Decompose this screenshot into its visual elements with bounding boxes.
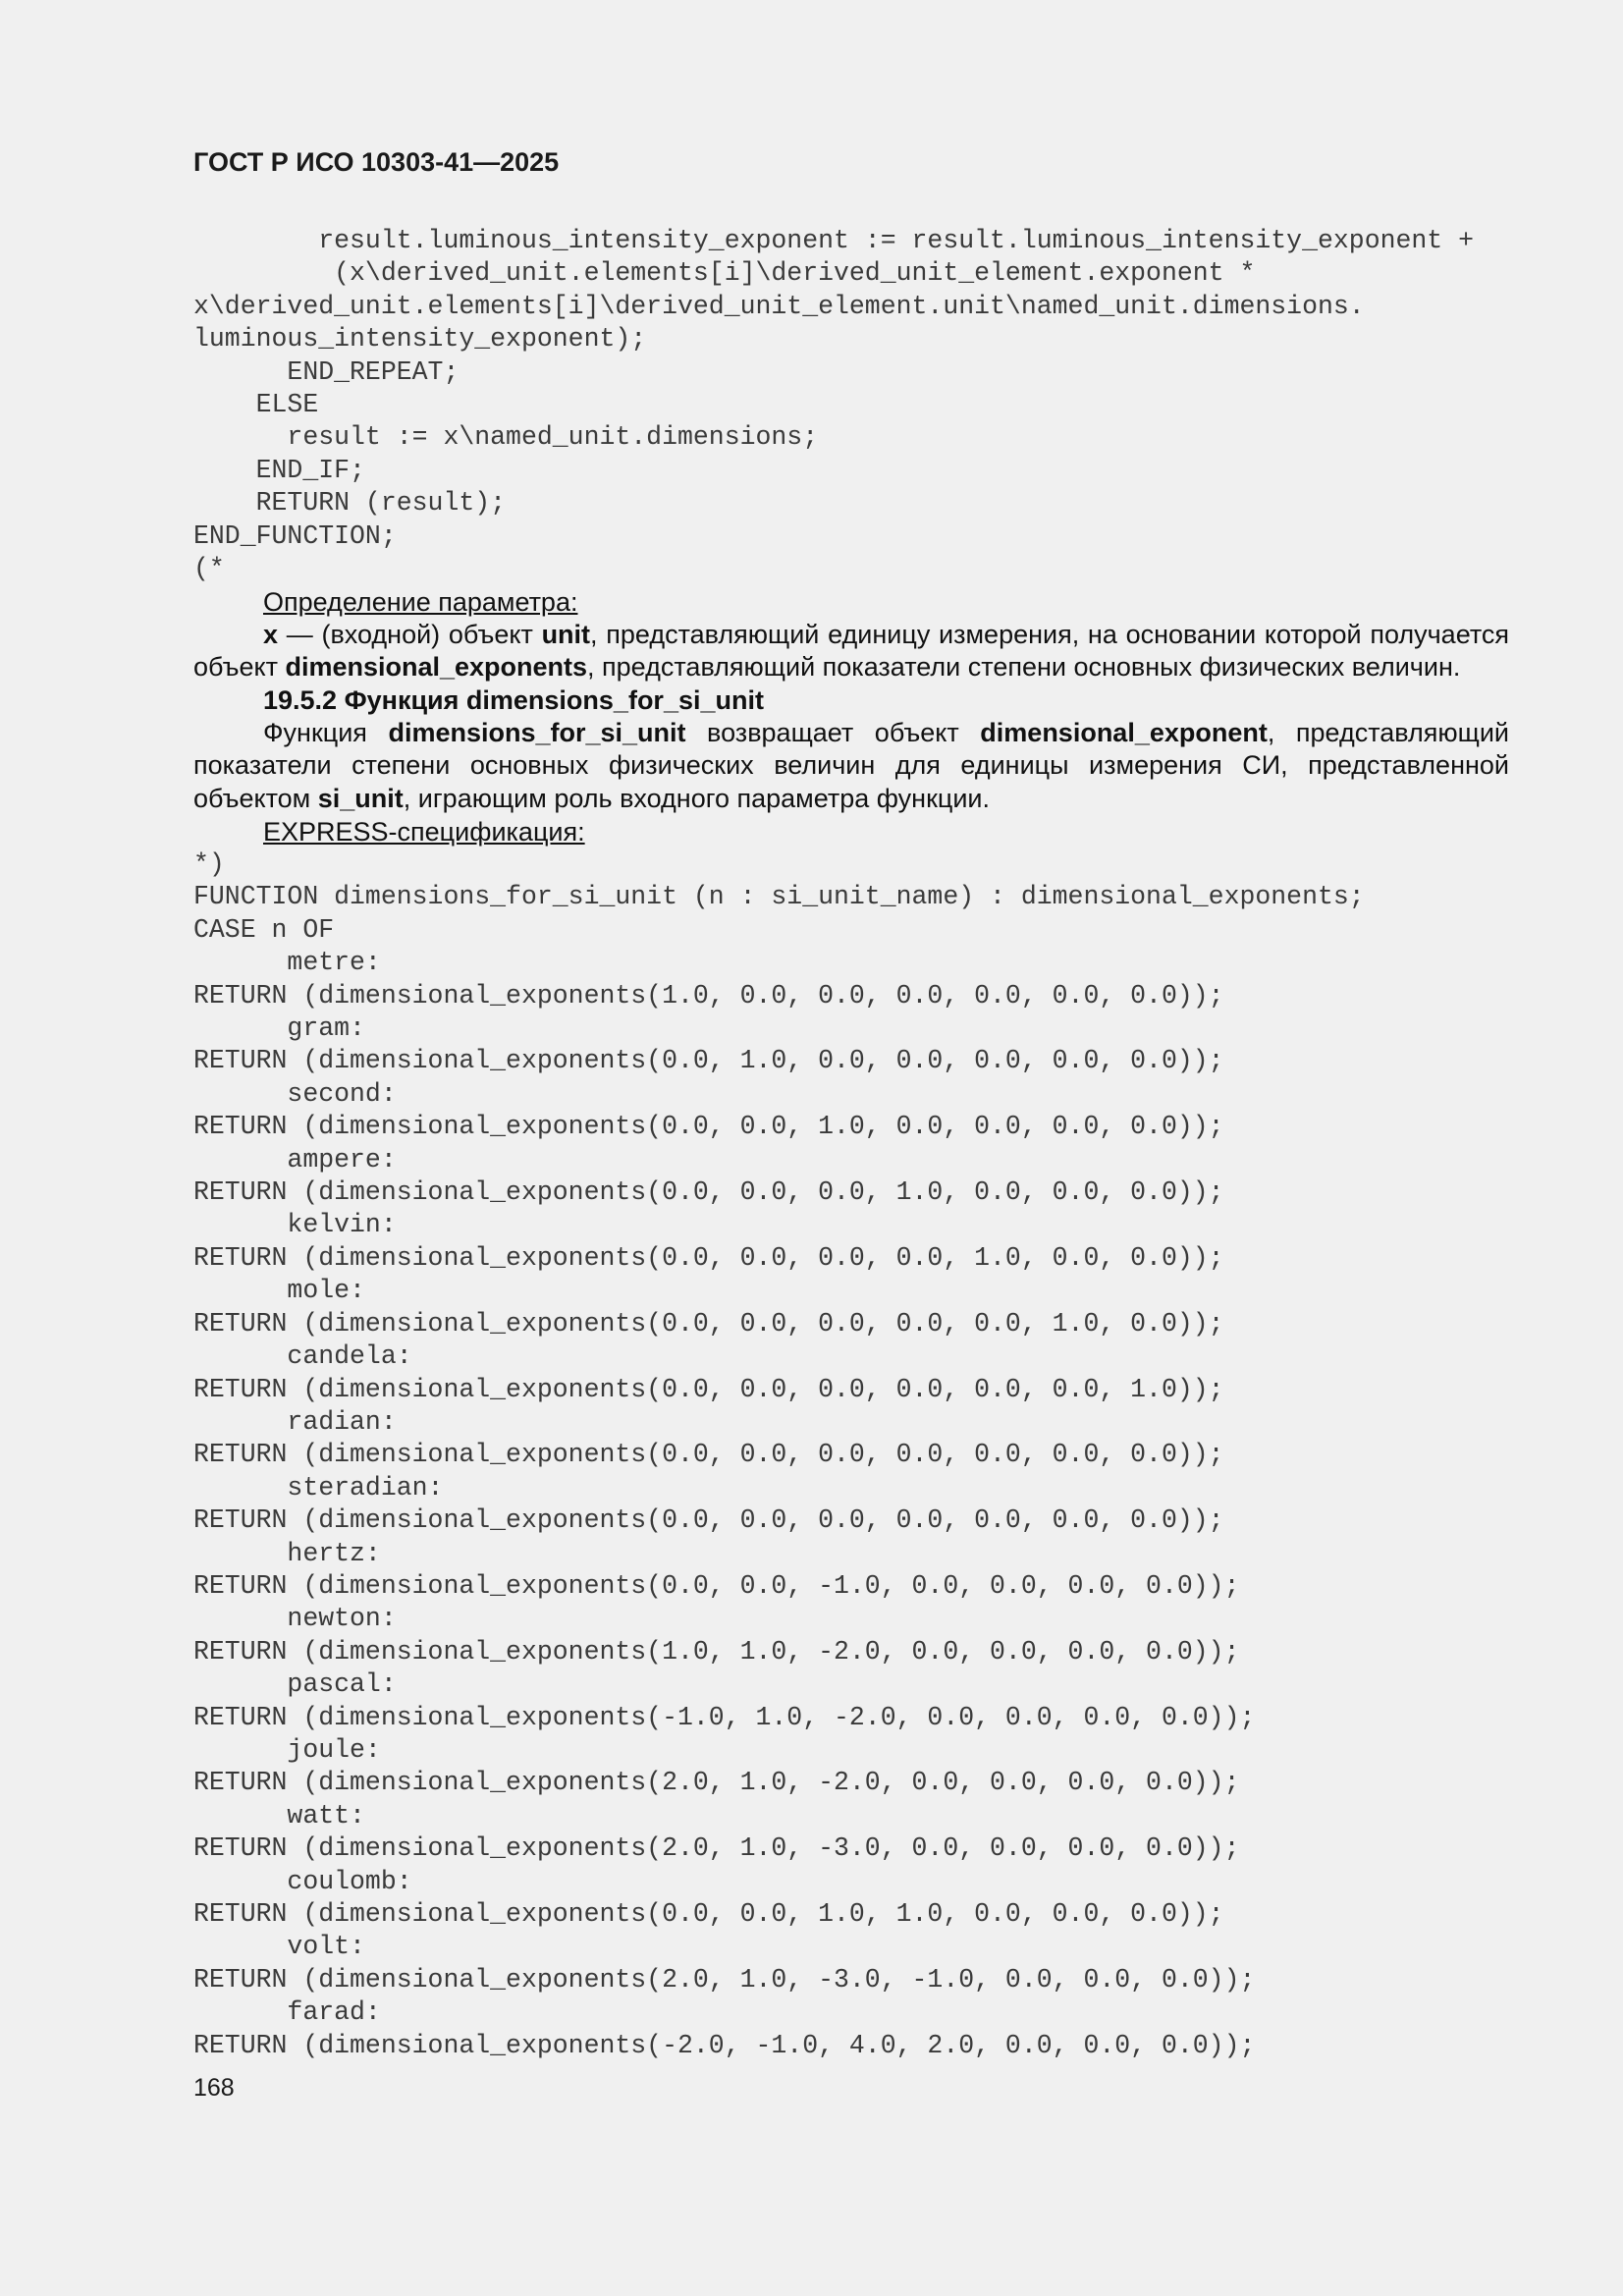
express-heading xyxy=(193,816,1509,848)
code-line: joule: xyxy=(193,1734,381,1765)
param-text-3: , представляющий показатели степени основных физических величин. xyxy=(587,652,1461,683)
code-line: newton: xyxy=(193,1604,397,1634)
code-line: x\derived_unit.elements[i]\derived_unit_element.unit\named_unit.dimensions. xyxy=(193,291,1365,321)
code-line: FUNCTION dimensions_for_si_unit (n : si_unit_name) : dimensional_exponents; xyxy=(193,882,1365,912)
code-line: pascal: xyxy=(193,1669,397,1700)
term-dimensional-exponent: dimensional_exponent xyxy=(980,718,1268,747)
section-heading-text: 19.5.2 Функция dimensions_for_si_unit xyxy=(263,685,764,715)
code-line: RETURN (result); xyxy=(193,488,507,519)
code-line: RETURN (dimensional_exponents(0.0, 0.0, 1.0, 0.0, 0.0, 0.0, 0.0)); xyxy=(193,1112,1224,1142)
param-text-2: , представляющий единицу измерения, на основании которой получается объект xyxy=(193,620,1510,683)
code-block-top xyxy=(193,225,1474,585)
code-line: END_FUNCTION; xyxy=(193,520,397,551)
code-line: RETURN (dimensional_exponents(0.0, 0.0, 0.0, 0.0, 0.0, 0.0, 0.0)); xyxy=(193,1440,1224,1470)
code-line: RETURN (dimensional_exponents(-2.0, -1.0, 4.0, 2.0, 0.0, 0.0, 0.0)); xyxy=(193,2030,1256,2060)
term-func-name: dimensions_for_si_unit xyxy=(388,718,686,747)
term-si-unit: si_unit xyxy=(317,783,404,813)
code-block-bottom xyxy=(193,848,1365,2062)
code-line: END_REPEAT; xyxy=(193,356,460,387)
code-line: RETURN (dimensional_exponents(-1.0, 1.0, -2.0, 0.0, 0.0, 0.0, 0.0)); xyxy=(193,1702,1256,1732)
code-line: result := x\named_unit.dimensions; xyxy=(193,422,819,453)
section-text-3: , представляющий показатели степени основных физических величин для единицы измерения СИ, представленной объектом xyxy=(193,718,1510,813)
code-line: RETURN (dimensional_exponents(0.0, 0.0, 0.0, 0.0, 1.0, 0.0, 0.0)); xyxy=(193,1242,1224,1273)
code-line: second: xyxy=(193,1078,397,1109)
code-line: RETURN (dimensional_exponents(2.0, 1.0, -3.0, -1.0, 0.0, 0.0, 0.0)); xyxy=(193,1964,1256,1995)
code-line: END_IF; xyxy=(193,455,365,485)
code-line: watt: xyxy=(193,1800,365,1831)
code-line: radian: xyxy=(193,1406,397,1437)
code-line: RETURN (dimensional_exponents(0.0, 0.0, 1.0, 1.0, 0.0, 0.0, 0.0)); xyxy=(193,1899,1224,1929)
code-line: coulomb: xyxy=(193,1866,412,1896)
code-line: CASE n OF xyxy=(193,914,335,945)
code-line: candela: xyxy=(193,1341,412,1372)
code-line: mole: xyxy=(193,1276,365,1306)
code-line: RETURN (dimensional_exponents(0.0, 0.0, 0.0, 0.0, 0.0, 0.0, 1.0)); xyxy=(193,1374,1224,1404)
param-def-heading-text: Определение параметра: xyxy=(263,587,578,617)
code-line: RETURN (dimensional_exponents(0.0, 0.0, 0.0, 1.0, 0.0, 0.0, 0.0)); xyxy=(193,1177,1224,1208)
code-line: volt: xyxy=(193,1932,365,1962)
code-line: metre: xyxy=(193,948,381,978)
code-line: RETURN (dimensional_exponents(2.0, 1.0, -3.0, 0.0, 0.0, 0.0, 0.0)); xyxy=(193,1833,1240,1864)
code-line: RETURN (dimensional_exponents(0.0, 0.0, 0.0, 0.0, 0.0, 1.0, 0.0)); xyxy=(193,1308,1224,1339)
code-line: farad: xyxy=(193,1997,381,2028)
code-line: result.luminous_intensity_exponent := result.luminous_intensity_exponent + xyxy=(193,226,1475,255)
section-paragraph xyxy=(193,717,1509,815)
section-text-1: Функция xyxy=(263,718,389,747)
code-line: RETURN (dimensional_exponents(2.0, 1.0, -2.0, 0.0, 0.0, 0.0, 0.0)); xyxy=(193,1768,1240,1798)
code-line: kelvin: xyxy=(193,1210,397,1240)
param-text-1: — (входной) объект xyxy=(278,620,542,649)
code-line: ELSE xyxy=(193,390,319,420)
code-line: *) xyxy=(193,849,225,879)
param-name-x: x xyxy=(263,620,279,649)
express-heading-text: EXPRESS-спецификация: xyxy=(263,817,585,847)
code-line: RETURN (dimensional_exponents(1.0, 0.0, 0.0, 0.0, 0.0, 0.0, 0.0)); xyxy=(193,980,1224,1011)
page-number: 168 xyxy=(193,2074,235,2102)
code-line: luminous_intensity_exponent); xyxy=(193,324,647,355)
param-def-heading xyxy=(193,586,1509,619)
term-unit: unit xyxy=(541,620,591,649)
section-text-4: , играющим роль входного параметра функции. xyxy=(403,783,991,813)
code-line: RETURN (dimensional_exponents(0.0, 0.0, -1.0, 0.0, 0.0, 0.0, 0.0)); xyxy=(193,1570,1240,1601)
code-line: RETURN (dimensional_exponents(1.0, 1.0, -2.0, 0.0, 0.0, 0.0, 0.0)); xyxy=(193,1636,1240,1667)
code-line: steradian: xyxy=(193,1472,444,1503)
section-text-2: возвращает объект xyxy=(685,718,981,747)
code-line: (* xyxy=(193,554,225,584)
code-line: (x\derived_unit.elements[i]\derived_unit_element.exponent * xyxy=(193,258,1256,289)
code-line: RETURN (dimensional_exponents(0.0, 1.0, 0.0, 0.0, 0.0, 0.0, 0.0)); xyxy=(193,1046,1224,1076)
code-line: gram: xyxy=(193,1013,365,1044)
term-dimensional-exponents: dimensional_exponents xyxy=(285,652,588,683)
document-header: ГОСТ Р ИСО 10303-41—2025 xyxy=(193,147,560,177)
code-line: ampere: xyxy=(193,1144,397,1175)
code-line: RETURN (dimensional_exponents(0.0, 0.0, 0.0, 0.0, 0.0, 0.0, 0.0)); xyxy=(193,1505,1224,1536)
section-heading xyxy=(193,684,1509,717)
code-line: hertz: xyxy=(193,1538,381,1568)
param-def-paragraph xyxy=(193,619,1509,684)
